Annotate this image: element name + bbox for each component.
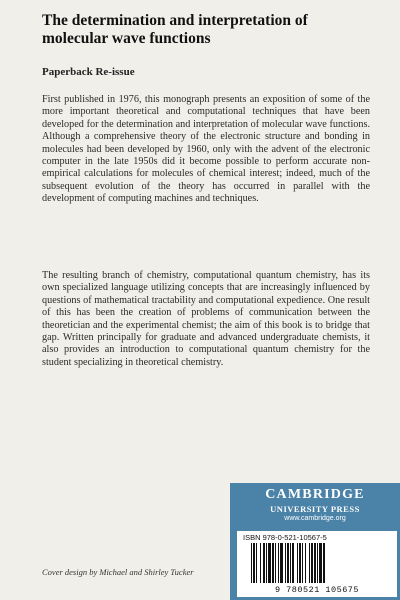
edition-label: Paperback Re-issue <box>42 66 135 78</box>
publisher-name: CAMBRIDGE <box>265 487 365 502</box>
barcode-icon <box>251 543 383 583</box>
publisher-url: www.cambridge.org <box>284 515 346 522</box>
publisher-press: UNIVERSITY PRESS <box>270 504 360 514</box>
isbn-label: ISBN 978-0-521-10567-5 <box>243 533 327 542</box>
barcode-panel <box>237 531 397 597</box>
blurb-paragraph-1: First published in 1976, this monograph presents an exposition of some of the more important theoretical and computational techniques that have been developed for the determination and interpretation of molecular wave functions. Although a comprehensive theory of the electronic structure and bonding in molecules had been developed by 1960, only with the advent of the electronic computer in the late 1950s did it become possible to perform accurate non-empirical calculations for molecules of chemical interest; indeed, much of the subsequent evolution of the theory has occurred in parallel with the development of computing machines and techniques. <box>42 94 370 205</box>
cover-credit: Cover design by Michael and Shirley Tucker <box>42 567 194 577</box>
book-title: The determination and interpretation of molecular wave functions <box>42 12 308 47</box>
blurb-paragraph-2: The resulting branch of chemistry, computational quantum chemistry, has its own specialized language utilizing concepts that are increasingly influenced by questions of mathematical tractability and computational expedience. One result of this has been the creation of problems of communication between the theoretician and the experimental chemist; the aim of this book is to bridge that gap. Written principally for graduate and advanced undergraduate chemists, it also provides an introduction to computational quantum chemistry for the student specializing in theoretical chemistry. <box>42 270 370 368</box>
barcode-number: 9 780521 105675 <box>274 585 359 595</box>
publisher-block <box>230 483 400 600</box>
